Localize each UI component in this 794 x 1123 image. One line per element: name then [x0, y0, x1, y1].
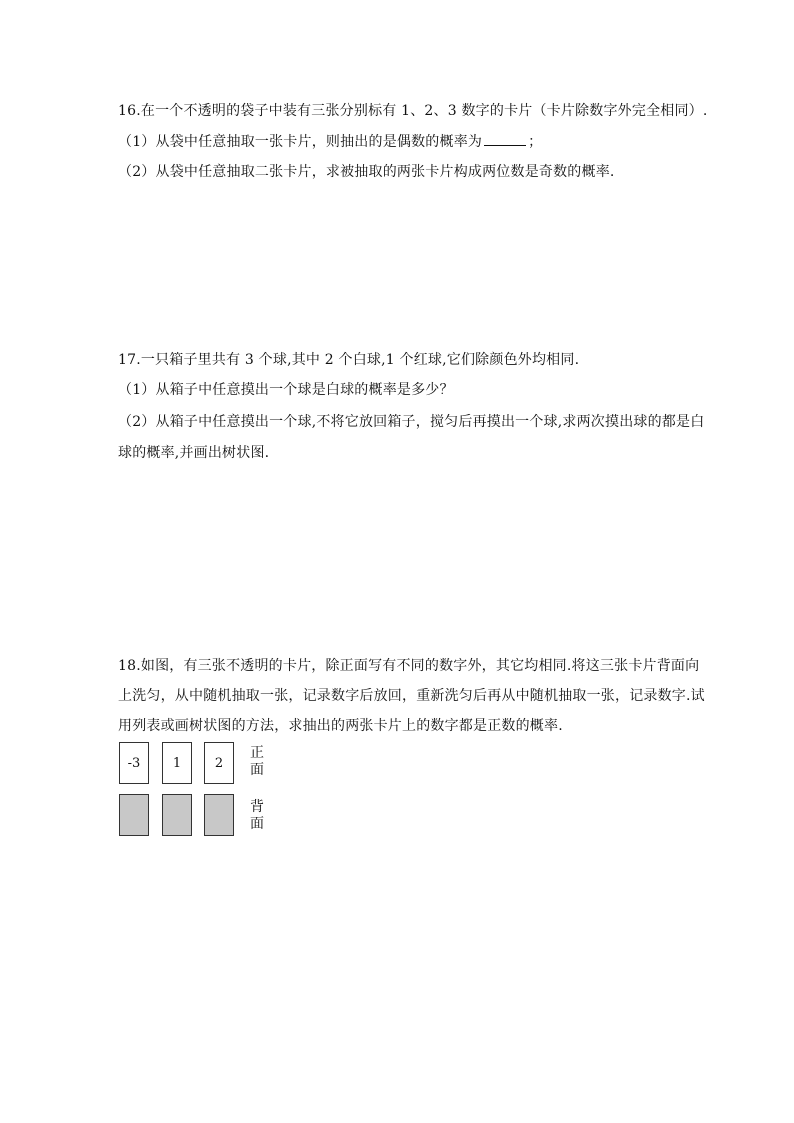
- card-front-2: 1: [162, 742, 192, 784]
- q17-part2-line2: 球的概率,并画出树状图.: [118, 445, 270, 461]
- back-label: 背面: [250, 799, 264, 832]
- card-back-1: [119, 794, 149, 836]
- q16-answer-blank[interactable]: [484, 131, 526, 146]
- card-back-3: [204, 794, 234, 836]
- q16-part1: [118, 131, 542, 152]
- q16-part2: （2）从袋中任意抽取二张卡片，求被抽取的两张卡片构成两位数是奇数的概率.: [118, 164, 615, 180]
- q16-title: 16.在一个不透明的袋子中装有三张分别标有 1、2、3 数字的卡片（卡片除数字外完全相同）.: [118, 103, 708, 119]
- q17-part1: （1）从箱子中任意摸出一个球是白球的概率是多少？: [118, 382, 454, 398]
- q17-title: 17.一只箱子里共有 3 个球,其中 2 个白球,1 个红球,它们除颜色外均相同.: [118, 352, 580, 368]
- q18-line1: 18.如图，有三张不透明的卡片，除正面写有不同的数字外，其它均相同.将这三张卡片背面向: [118, 658, 700, 674]
- front-label: 正面: [250, 745, 264, 778]
- card-front-1: -3: [119, 742, 149, 784]
- q18-line3: 用列表或画树状图的方法，求抽出的两张卡片上的数字都是正数的概率.: [118, 718, 563, 734]
- q16-part1-text: （1）从袋中任意抽取一张卡片，则抽出的是偶数的概率为: [118, 134, 483, 150]
- q18-line2: 上洗匀，从中随机抽取一张，记录数字后放回，重新洗匀后再从中随机抽取一张，记录数字.试: [118, 688, 705, 704]
- q17-part2-line1: （2）从箱子中任意摸出一个球,不将它放回箱子，搅匀后再摸出一个球,求两次摸出球的都是白: [118, 414, 705, 430]
- card-front-3: 2: [204, 742, 234, 784]
- q16-part1-end: ；: [528, 134, 543, 150]
- card-back-2: [162, 794, 192, 836]
